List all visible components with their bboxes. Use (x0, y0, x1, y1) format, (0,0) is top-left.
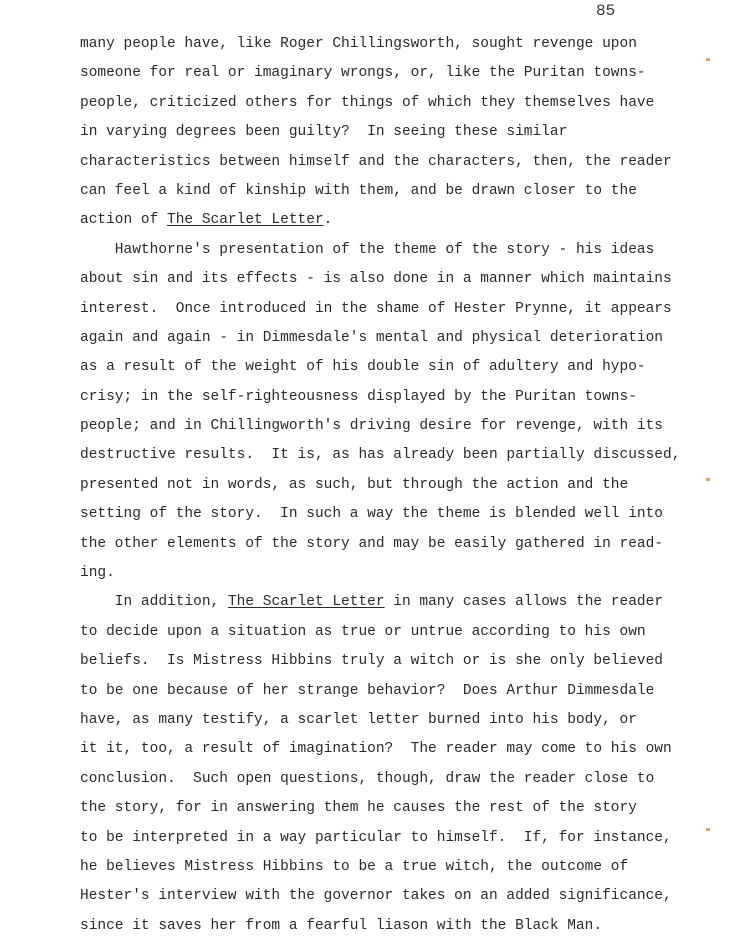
text-line: presented not in words, as such, but through the action and the (80, 476, 629, 493)
text-line: to decide upon a situation as true or untrue according to his own (80, 623, 646, 640)
text-line: someone for real or imaginary wrongs, or, like the Puritan towns- (80, 65, 646, 82)
text-line: destructive results. It is, as has already been partially discussed, (80, 447, 681, 464)
text-line: about sin and its effects - is also done in a manner which maintains (80, 271, 672, 288)
text-line: as a result of the weight of his double sin of adultery and hypo- (80, 359, 646, 376)
text-line: crisy; in the self-righteousness displayed by the Puritan towns- (80, 388, 637, 405)
text-line: conclusion. Such open questions, though, draw the reader close to (80, 770, 655, 787)
text-line: people, criticized others for things of which they themselves have (80, 94, 655, 111)
book-title-underlined: The Scarlet Letter (167, 212, 324, 229)
text-line: characteristics between himself and the characters, then, the reader (80, 153, 672, 170)
book-title-underlined: The Scarlet Letter (227, 594, 385, 611)
margin-ink-mark (706, 828, 710, 831)
margin-ink-mark (706, 478, 710, 481)
text-line: can feel a kind of kinship with them, and be drawn closer to the (80, 182, 637, 199)
margin-ink-mark (706, 58, 710, 61)
text-line: in varying degrees been guilty? In seeing these similar (80, 124, 568, 141)
text-line: have, as many testify, a scarlet letter burned into his body, or (80, 711, 637, 728)
text-line: the other elements of the story and may be easily gathered in read- (80, 535, 663, 552)
text-line: Hester's interview with the governor takes on an added significance, (80, 888, 672, 905)
text-line: many people have, like Roger Chillingsworth, sought revenge upon (80, 36, 637, 52)
text-line: setting of the story. In such a way the theme is blended well into (80, 506, 663, 523)
text-line: ing. (80, 565, 115, 582)
text-line: it it, too, a result of imagination? The reader may come to his own (80, 741, 672, 758)
typed-text-body (80, 30, 690, 941)
line-prefix: In addition, (80, 594, 228, 611)
text-line: again and again - in Dimmesdale's mental and physical deterioration (80, 329, 663, 346)
text-line: the story, for in answering them he causes the rest of the story (80, 800, 637, 817)
text-line: people; and in Chillingworth's driving desire for revenge, with its (80, 418, 663, 435)
text-line (80, 206, 690, 235)
text-line: beliefs. Is Mistress Hibbins truly a witch or is she only believed (80, 653, 663, 670)
text-line: he believes Mistress Hibbins to be a true witch, the outcome of (80, 858, 629, 875)
text-line: interest. Once introduced in the shame of Hester Prynne, it appears (80, 300, 672, 317)
line-suffix: in many cases allows the reader (384, 594, 664, 611)
text-line: Hawthorne's presentation of the theme of the story - his ideas (80, 241, 655, 258)
page-number: 85 (596, 2, 616, 20)
text-line (80, 588, 690, 617)
line-suffix: . (323, 212, 333, 229)
text-line: since it saves her from a fearful liason with the Black Man. (80, 917, 603, 934)
line-prefix: action of (80, 212, 168, 229)
text-line: to be interpreted in a way particular to himself. If, for instance, (80, 829, 672, 846)
text-line: to be one because of her strange behavior? Does Arthur Dimmesdale (80, 682, 655, 699)
